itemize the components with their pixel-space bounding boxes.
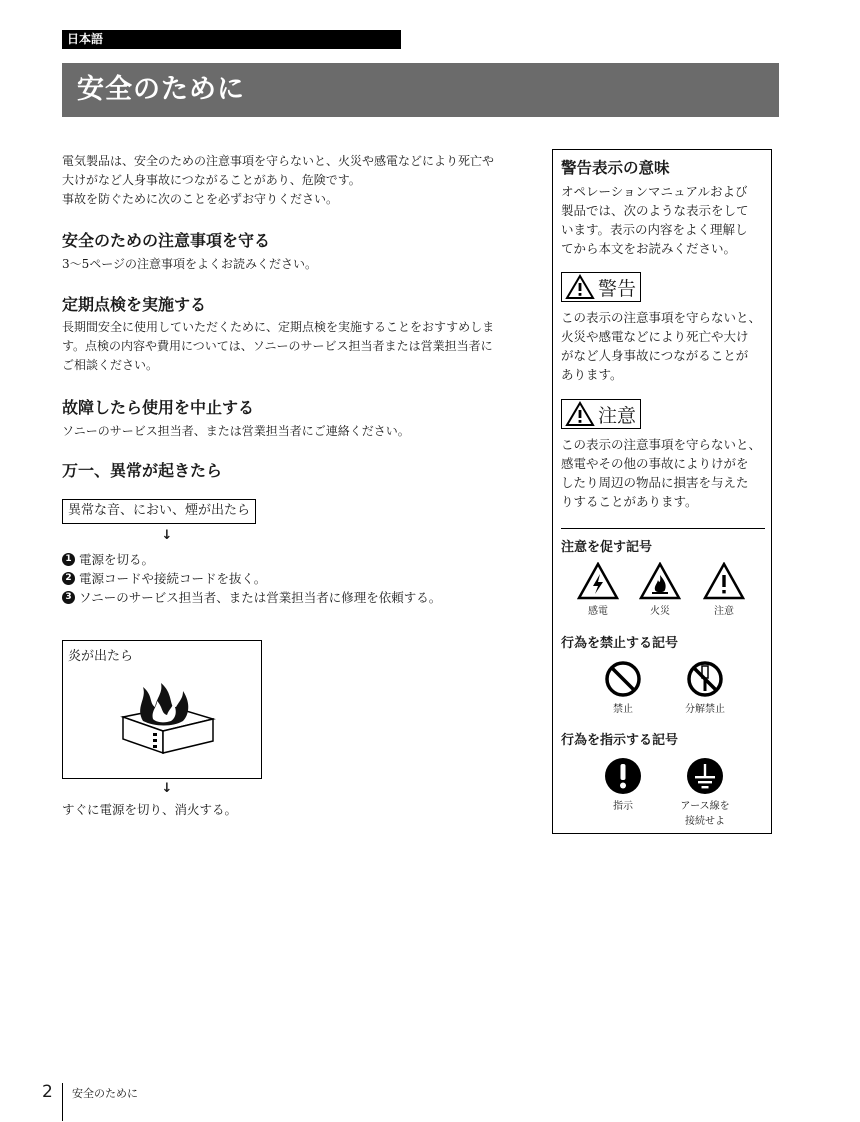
step-number-1: 1	[62, 553, 75, 566]
sidebar-title: 警告表示の意味	[561, 159, 670, 177]
instruction-symbol	[598, 757, 648, 812]
symbol-label: 分解禁止	[685, 704, 725, 715]
warning-triangle-icon	[703, 562, 745, 600]
intro-line: 電気製品は、安全のための注意事項を守らないと、火災や感電などにより死亡や	[62, 154, 495, 168]
emergency-steps	[62, 550, 441, 607]
sidebar-line: りすることがあります。	[561, 494, 698, 509]
step-text: 電源を切る。	[79, 552, 155, 567]
step-number-3: 3	[62, 591, 75, 604]
abnormal-condition-box: 異常な音、におい、煙が出たら	[62, 499, 256, 524]
section-body-malfunction	[62, 422, 532, 441]
divider	[561, 528, 765, 529]
section-heading-safety-notes: 安全のための注意事項を守る	[62, 231, 271, 250]
list-item	[62, 569, 441, 588]
no-disassembly-symbol	[675, 660, 735, 715]
warning-legend-panel	[552, 149, 772, 834]
prohibit-icon	[604, 660, 642, 698]
warning-description	[561, 308, 767, 384]
fire-icon	[639, 562, 681, 600]
step-number-2: 2	[62, 572, 75, 585]
caution-description	[561, 435, 767, 511]
body-line: ソニーのサービス担当者、または営業担当者にご連絡ください。	[62, 424, 410, 438]
symbol-label: 注意	[714, 606, 734, 617]
section-body-inspection	[62, 318, 532, 375]
fire-action-text: すぐに電源を切り、消火する。	[62, 802, 238, 817]
intro-line: 大けがなど人身事故につながることがあり、危険です。	[62, 173, 361, 187]
symbol-label: 接続せよ	[685, 816, 725, 827]
prohibit-symbol	[598, 660, 648, 715]
section-body-safety-notes	[62, 255, 532, 274]
sidebar-line: この表示の注意事項を守らないと、	[561, 437, 762, 452]
body-line: 3～5ページの注意事項をよくお読みください。	[62, 257, 318, 271]
attention-symbols-heading: 注意を促す記号	[561, 540, 653, 555]
ground-icon	[686, 757, 724, 795]
section-heading-malfunction: 故障したら使用を中止する	[62, 398, 255, 417]
page-title: 安全のために	[62, 63, 779, 117]
instruction-icon	[604, 757, 642, 795]
page-number: 2	[42, 1082, 53, 1102]
symbol-label: 指示	[613, 801, 633, 812]
body-line: ご相談ください。	[62, 358, 159, 372]
caution-symbol	[699, 562, 749, 617]
sidebar-line: います。表示の内容をよく理解し	[561, 222, 748, 237]
fire-symbol	[635, 562, 685, 617]
step-text: ソニーのサービス担当者、または営業担当者に修理を依頼する。	[79, 590, 442, 605]
electric-shock-icon	[577, 562, 619, 600]
prohibit-symbols-heading: 行為を禁止する記号	[561, 636, 679, 651]
symbol-label: 禁止	[613, 704, 633, 715]
sidebar-line: 感電やその他の事故によりけがを	[561, 456, 749, 471]
fire-box-label: 炎が出たら	[68, 649, 134, 664]
sidebar-line: したり周辺の物品に損害を与えた	[561, 475, 749, 490]
warning-label: 警告	[598, 277, 637, 300]
intro-line: 事故を防ぐために次のことを必ずお守りください。	[62, 192, 339, 206]
sidebar-line: 火災や感電などにより死亡や大け	[561, 329, 749, 344]
sidebar-line: オペレーションマニュアルおよび	[561, 184, 748, 199]
sidebar-line: てから本文をお読みください。	[561, 241, 737, 256]
warning-triangle-icon	[565, 401, 595, 427]
sidebar-line: 製品では、次のような表示をして	[561, 203, 749, 218]
intro-paragraph	[62, 152, 532, 209]
symbol-label: アース線を	[680, 801, 730, 812]
symbol-label: 感電	[588, 606, 608, 617]
list-item	[62, 550, 441, 569]
caution-badge	[561, 399, 641, 429]
down-arrow-icon: ↓	[161, 528, 173, 543]
no-disassembly-icon	[686, 660, 724, 698]
fire-illustration-box	[62, 640, 262, 779]
sidebar-line: あります。	[561, 367, 623, 382]
section-heading-inspection: 定期点検を実施する	[62, 295, 207, 314]
list-item	[62, 588, 441, 607]
sidebar-line: がなど人身事故につながることが	[561, 348, 749, 363]
shock-symbol	[573, 562, 623, 617]
footer-section-name: 安全のために	[72, 1087, 138, 1100]
down-arrow-icon: ↓	[161, 781, 173, 796]
language-tab: 日本語	[62, 30, 401, 49]
sidebar-line: この表示の注意事項を守らないと、	[561, 310, 762, 325]
warning-badge	[561, 272, 641, 302]
symbol-label: 火災	[650, 606, 670, 617]
sidebar-intro	[561, 182, 767, 258]
body-line: 長期間安全に使用していただくために、定期点検を実施することをおすすめしま	[62, 320, 495, 334]
warning-triangle-icon	[565, 274, 595, 300]
ground-symbol	[668, 757, 742, 827]
instruct-symbols-heading: 行為を指示する記号	[561, 733, 679, 748]
footer-divider	[62, 1083, 63, 1121]
section-heading-emergency: 万一、異常が起きたら	[62, 461, 223, 480]
step-text: 電源コードや接続コードを抜く。	[79, 571, 267, 586]
caution-label: 注意	[598, 404, 637, 427]
burning-device-icon	[113, 677, 223, 757]
body-line: す。点検の内容や費用については、ソニーのサービス担当者または営業担当者に	[62, 339, 493, 353]
